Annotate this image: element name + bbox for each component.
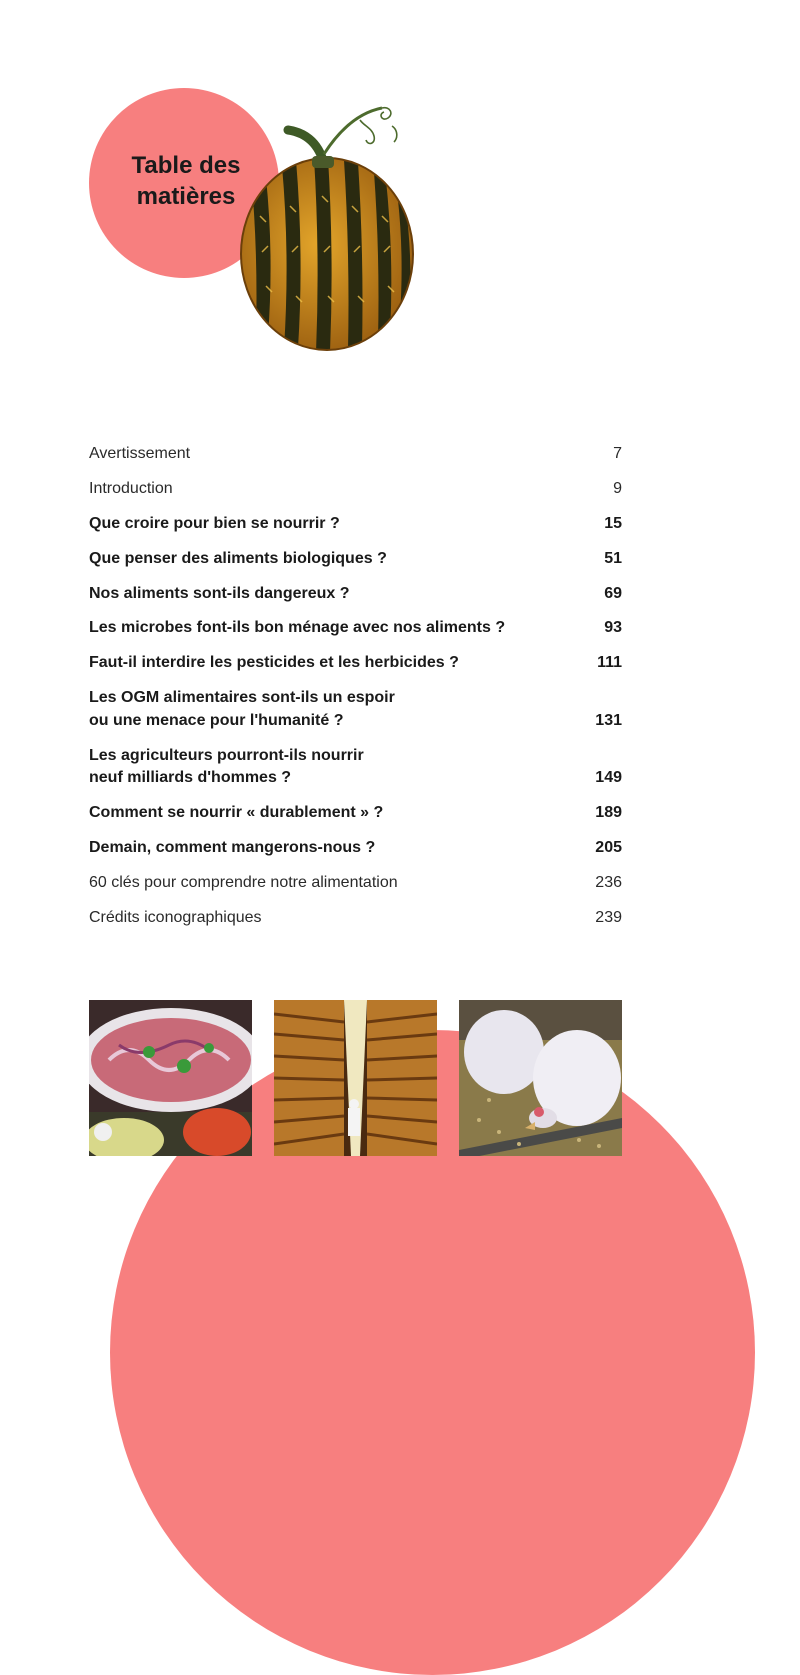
toc-entry-title [89, 687, 582, 732]
squash-illustration [232, 96, 422, 356]
toc-entry [89, 745, 622, 790]
toc-entry-title-line: Crédits iconographiques [89, 908, 262, 926]
toc-entry-title-line: Les agriculteurs pourront-ils nourrir [89, 746, 364, 764]
toc-entry-title-line: Comment se nourrir « durablement » ? [89, 804, 384, 822]
toc-entry [89, 837, 622, 860]
toc-entry-page-number: 9 [613, 479, 622, 497]
toc-entry [89, 513, 622, 536]
toc-entry-page-number: 189 [595, 804, 622, 822]
toc-entry-title [89, 548, 582, 571]
toc-entry-title-line: Les OGM alimentaires sont-ils un espoir [89, 689, 395, 707]
toc-entry [89, 907, 622, 930]
toc-entry-title-line: Les microbes font-ils bon ménage avec nos aliments ? [89, 619, 506, 637]
toc-entry [89, 687, 622, 732]
toc-entry [89, 548, 622, 571]
toc-entry-title [89, 443, 582, 466]
toc-entry-title [89, 478, 582, 501]
toc-entry-title-line: Avertissement [89, 445, 191, 462]
toc-entry-page-number: 205 [595, 838, 622, 856]
toc-entry-page-number: 15 [604, 514, 622, 532]
toc-entry-title-line: Introduction [89, 479, 173, 497]
toc-entry-title-line: Faut-il interdire les pesticides et les herbicides ? [89, 654, 459, 672]
toc-entry-title [89, 802, 582, 825]
toc-entry-page-number: 149 [595, 769, 622, 787]
toc-entry-title-line: ou une menace pour l'humanité ? [89, 711, 344, 729]
toc-entry [89, 478, 622, 501]
toc-entry-page-number: 239 [595, 908, 622, 926]
toc-entry [89, 652, 622, 675]
toc-entry [89, 802, 622, 825]
toc-entry-page-number: 51 [604, 549, 622, 567]
toc-entry [89, 872, 622, 895]
toc-entry-title-line: Que penser des aliments biologiques ? [89, 549, 387, 567]
toc-entry-page-number: 111 [597, 654, 622, 672]
toc-entry-title [89, 745, 582, 790]
toc-entry-title [89, 872, 582, 895]
toc-entry-title-line: Demain, comment mangerons-nous ? [89, 838, 376, 856]
toc-entry-page-number: 236 [595, 873, 622, 891]
toc-entry-page-number: 131 [595, 711, 622, 729]
toc-entry-page-number: 7 [613, 445, 622, 462]
toc-entry [89, 443, 622, 466]
title-line-2: matières [136, 183, 236, 210]
toc-entry-title [89, 907, 582, 930]
chickens-photo [459, 1000, 622, 1156]
toc-entry-title-line: neuf milliards d'hommes ? [89, 769, 292, 787]
cheese-cellar-photo [274, 1000, 437, 1156]
toc-entry-title [89, 652, 582, 675]
toc-entry-page-number: 93 [604, 619, 622, 637]
toc-entry [89, 583, 622, 606]
toc-entry-title-line: 60 clés pour comprendre notre alimentation [89, 873, 398, 891]
toc-entry-title-line: Que croire pour bien se nourrir ? [89, 514, 340, 532]
toc-entry-title [89, 583, 582, 606]
toc-entry [89, 617, 622, 640]
toc-entry-page-number: 69 [604, 584, 622, 602]
title-line-1: Table des [131, 152, 241, 179]
table-of-contents [89, 443, 622, 942]
toc-entry-title-line: Nos aliments sont-ils dangereux ? [89, 584, 350, 602]
toc-entry-title [89, 513, 582, 536]
toc-entry-title [89, 837, 582, 860]
toc-entry-title [89, 617, 582, 640]
meat-dish-photo [89, 1000, 252, 1156]
